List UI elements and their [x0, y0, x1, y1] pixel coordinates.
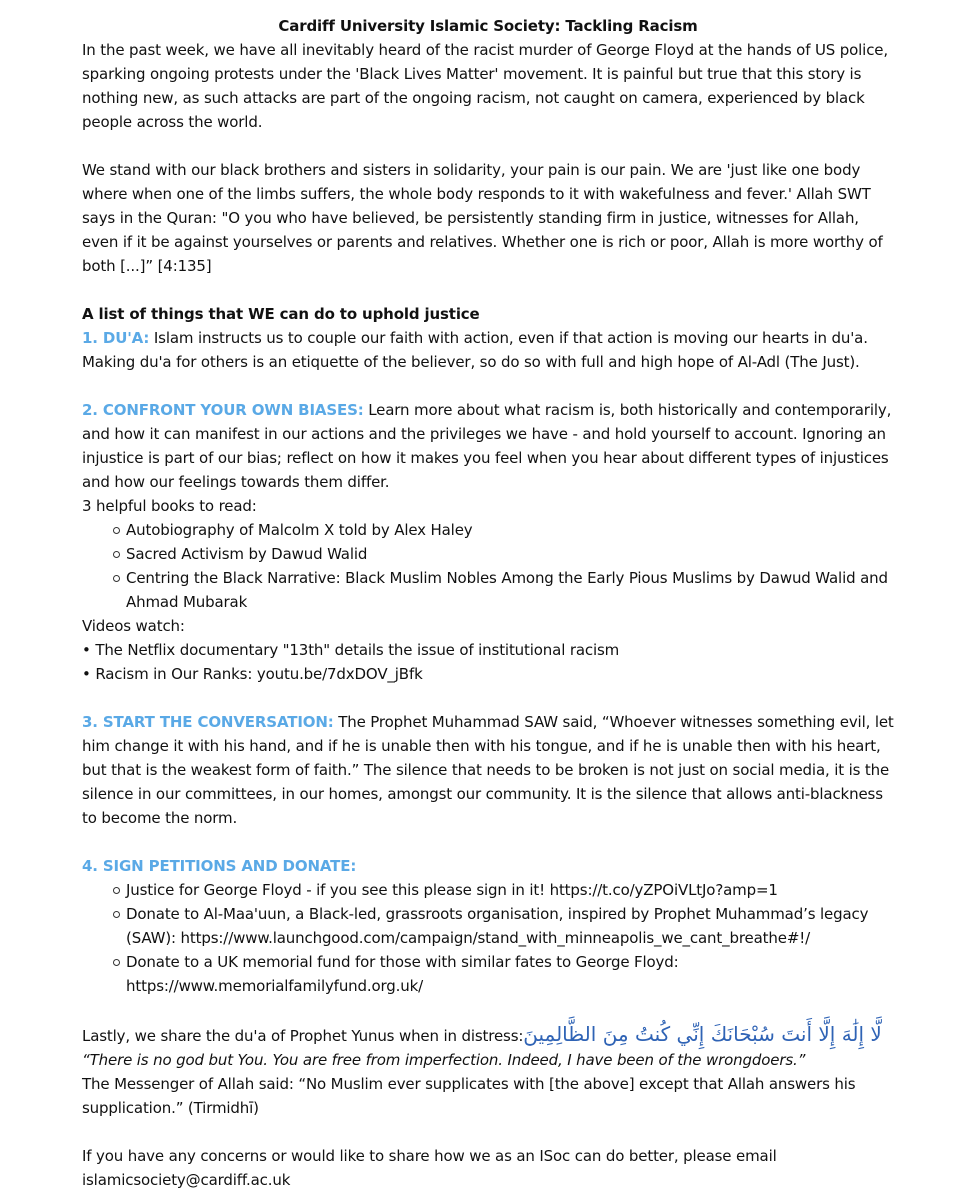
- video-item: • Racism in Our Ranks: youtu.be/7dxDOV_jBfk: [82, 665, 423, 683]
- petition-item: Justice for George Floyd - if you see this please sign in it! https://t.co/yZPOiVLtJo?amp=1: [126, 878, 894, 902]
- item-dua: [82, 326, 894, 374]
- item-biases-label: 2. CONFRONT YOUR OWN BIASES:: [82, 401, 364, 419]
- dua-translation: “There is no god but You. You are free from imperfection. Indeed, I have been of the wrongdoers.”: [82, 1051, 806, 1069]
- item-biases-text: Learn more about what racism is, both historically and contemporarily, and how it can manifest in our actions and the privileges we have - and hold yourself to account. Ignoring an injustice is part of our bias; reflect on how it makes you feel when you hear about different types of injustices and how our feelings towards them differ.: [82, 401, 892, 491]
- dua-intro: Lastly, we share the du'a of Prophet Yunus when in distress:: [82, 1027, 524, 1045]
- intro-paragraph-1: In the past week, we have all inevitably heard of the racist murder of George Floyd at the hands of US police, sparking ongoing protests under the 'Black Lives Matter' movement. It is painful but true that this story is nothing new, as such attacks are part of the ongoing racism, not caught on camera, experienced by black people across the world.: [82, 41, 888, 131]
- book-item: Autobiography of Malcolm X told by Alex Haley: [126, 518, 894, 542]
- document-page: [82, 14, 894, 1192]
- hadith-text: The Messenger of Allah said: “No Muslim ever supplicates with [the above] except that Allah answers his supplication.” (Tirmidhī): [82, 1075, 856, 1117]
- document-title: Cardiff University Islamic Society: Tackling Racism: [278, 17, 698, 35]
- item-dua-text: Islam instructs us to couple our faith with action, even if that action is moving our hearts in du'a. Making du'a for others is an etiquette of the believer, so do so with full and high hope of Al-Adl (The Just).: [82, 329, 868, 371]
- video-item: • The Netflix documentary "13th" details the issue of institutional racism: [82, 641, 620, 659]
- petitions-list: [82, 878, 894, 998]
- item-biases: [82, 398, 894, 494]
- contact-text: If you have any concerns or would like to share how we as an ISoc can do better, please email islamicsociety@cardiff.ac.uk: [82, 1147, 777, 1189]
- list-heading: A list of things that WE can do to uphold justice: [82, 305, 480, 323]
- videos-heading: Videos watch:: [82, 617, 185, 635]
- dua-line: [82, 1022, 894, 1048]
- item-dua-label: 1. DU'A:: [82, 329, 150, 347]
- books-list: [82, 518, 894, 614]
- intro-paragraph-2: We stand with our black brothers and sisters in solidarity, your pain is our pain. We are 'just like one body where when one of the limbs suffers, the whole body responds to it with wakefulness and fever.' Allah SWT says in the Quran: "O you who have believed, be persistently standing firm in justice, witnesses for Allah, even if it be against yourselves or parents and relatives. Whether one is rich or poor, Allah is more worthy of both [...]” [4:135]: [82, 161, 883, 275]
- item-conversation-label: 3. START THE CONVERSATION:: [82, 713, 334, 731]
- item-petitions-label: 4. SIGN PETITIONS AND DONATE:: [82, 857, 357, 875]
- item-conversation-text: The Prophet Muhammad SAW said, “Whoever witnesses something evil, let him change it with his hand, and if he is unable then with his tongue, and if he is unable then with his heart, but that is the weakest form of faith.” The silence that needs to be broken is not just on social media, it is the silence in our committees, in our homes, amongst our community. It is the silence that allows anti-blackness to become the norm.: [82, 713, 894, 827]
- book-item: Centring the Black Narrative: Black Muslim Nobles Among the Early Pious Muslims by Dawud Walid and Ahmad Mubarak: [126, 566, 894, 614]
- books-heading: 3 helpful books to read:: [82, 497, 257, 515]
- book-item: Sacred Activism by Dawud Walid: [126, 542, 894, 566]
- petition-item: Donate to a UK memorial fund for those with similar fates to George Floyd: https://www.memorialfamilyfund.org.uk/: [126, 950, 894, 998]
- petition-item: Donate to Al-Maa'uun, a Black-led, grassroots organisation, inspired by Prophet Muhammad’s legacy (SAW): https://www.launchgood.com/campaign/stand_with_minneapolis_we_cant_breathe#!/: [126, 902, 894, 950]
- item-conversation: [82, 710, 894, 830]
- dua-arabic: لَّا إِلَٰهَ إِلَّا أَنتَ سُبْحَانَكَ إِنِّي كُنتُ مِنَ الظَّالِمِينَ: [523, 1022, 882, 1046]
